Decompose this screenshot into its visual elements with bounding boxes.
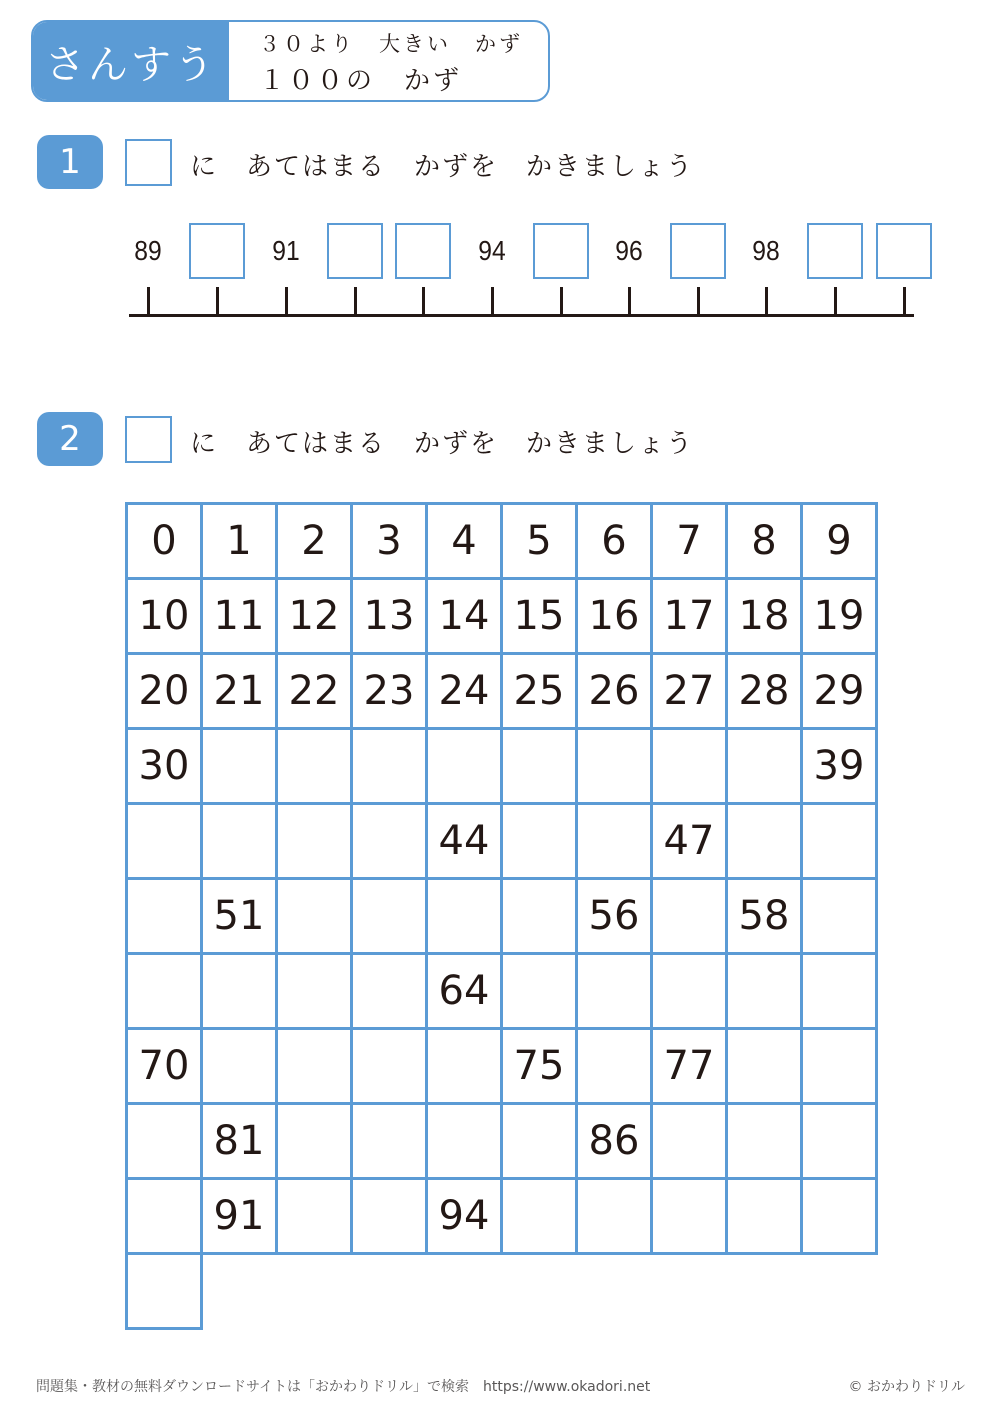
grid-answer-cell[interactable] [502,729,577,804]
grid-answer-cell[interactable] [577,1179,652,1254]
grid-empty-space [502,1254,577,1329]
grid-answer-cell[interactable] [427,879,502,954]
grid-answer-cell[interactable] [127,1104,202,1179]
grid-answer-cell[interactable] [502,879,577,954]
grid-answer-cell[interactable] [577,804,652,879]
footer-copyright: © おかわりドリル [848,1379,965,1395]
grid-number-cell: 86 [577,1104,652,1179]
grid-number-cell: 13 [352,579,427,654]
grid-answer-cell[interactable] [652,954,727,1029]
grid-answer-cell[interactable] [652,729,727,804]
grid-number-cell: 28 [727,654,802,729]
grid-number-cell: 18 [727,579,802,654]
grid-answer-cell[interactable] [202,954,277,1029]
grid-number-cell: 14 [427,579,502,654]
grid-number-cell: 11 [202,579,277,654]
grid-empty-space [577,1254,652,1329]
grid-answer-cell[interactable] [802,1029,877,1104]
grid-answer-cell[interactable] [427,1029,502,1104]
grid-answer-cell[interactable] [277,954,352,1029]
grid-empty-space [802,1254,877,1329]
grid-number-cell: 7 [652,504,727,579]
number-line-tick [834,287,837,315]
grid-number-cell: 16 [577,579,652,654]
grid-answer-cell[interactable] [802,879,877,954]
grid-row [127,654,877,729]
grid-number-cell: 9 [802,504,877,579]
number-line-tick [491,287,494,315]
grid-number-cell: 1 [202,504,277,579]
grid-number-cell: 77 [652,1029,727,1104]
grid-number-cell: 51 [202,879,277,954]
grid-answer-cell[interactable] [577,729,652,804]
grid-answer-cell[interactable] [802,1179,877,1254]
grid-answer-cell[interactable] [802,804,877,879]
grid-answer-cell[interactable] [352,954,427,1029]
grid-row [127,804,877,879]
number-line-answer-box[interactable] [876,223,932,279]
grid-number-cell: 94 [427,1179,502,1254]
grid-number-cell: 12 [277,579,352,654]
grid-empty-space [427,1254,502,1329]
grid-answer-cell[interactable] [202,804,277,879]
grid-answer-cell[interactable] [727,729,802,804]
grid-answer-cell[interactable] [577,954,652,1029]
number-line-label: 98 [752,235,780,266]
grid-number-cell: 5 [502,504,577,579]
number-line-tick [697,287,700,315]
grid-answer-cell[interactable] [352,1179,427,1254]
grid-answer-cell[interactable] [502,954,577,1029]
number-line-label: 91 [272,235,300,266]
grid-answer-cell[interactable] [727,1104,802,1179]
grid-row [127,1254,877,1329]
grid-answer-cell[interactable] [727,804,802,879]
grid-number-cell: 23 [352,654,427,729]
grid-answer-cell[interactable] [352,804,427,879]
grid-answer-cell[interactable] [652,1179,727,1254]
hundred-chart [125,502,878,1330]
grid-number-cell: 19 [802,579,877,654]
grid-answer-cell[interactable] [127,804,202,879]
subject-label: さんすう [33,22,229,100]
number-line-answer-box[interactable] [533,223,589,279]
grid-row [127,879,877,954]
number-line-answer-box[interactable] [327,223,383,279]
question-2-instruction: に あてはまる かずを かきましょう [190,429,695,459]
number-line-label: 94 [478,235,506,266]
grid-answer-cell[interactable] [352,729,427,804]
number-line-label: 96 [615,235,643,266]
grid-answer-cell[interactable] [652,879,727,954]
number-line-tick [628,287,631,315]
grid-number-cell: 15 [502,579,577,654]
number-line-base [129,314,914,317]
grid-number-cell: 10 [127,579,202,654]
grid-number-cell: 91 [202,1179,277,1254]
grid-answer-cell[interactable] [802,1104,877,1179]
grid-number-cell: 75 [502,1029,577,1104]
grid-empty-space [277,1254,352,1329]
grid-answer-cell[interactable] [427,729,502,804]
number-line-tick [903,287,906,315]
grid-answer-cell[interactable] [127,1179,202,1254]
number-line [0,0,1000,400]
grid-empty-space [202,1254,277,1329]
grid-number-cell: 3 [352,504,427,579]
grid-number-cell: 64 [427,954,502,1029]
grid-answer-cell[interactable] [127,879,202,954]
grid-answer-cell[interactable] [277,1029,352,1104]
grid-row [127,1179,877,1254]
question-1-instruction: に あてはまる かずを かきましょう [190,152,695,182]
grid-empty-space [352,1254,427,1329]
grid-number-cell: 20 [127,654,202,729]
grid-number-cell: 6 [577,504,652,579]
grid-number-cell: 30 [127,729,202,804]
grid-answer-cell[interactable] [502,1179,577,1254]
grid-number-cell: 25 [502,654,577,729]
grid-number-cell: 39 [802,729,877,804]
grid-number-cell: 26 [577,654,652,729]
question-2-answer-box-icon [125,416,172,463]
grid-number-cell: 4 [427,504,502,579]
grid-number-cell: 8 [727,504,802,579]
grid-row [127,504,877,579]
grid-number-cell: 29 [802,654,877,729]
grid-number-cell: 27 [652,654,727,729]
number-line-tick [216,287,219,315]
grid-answer-cell[interactable] [577,1029,652,1104]
number-line-tick [422,287,425,315]
grid-answer-cell[interactable] [127,954,202,1029]
grid-row [127,579,877,654]
number-line-tick [765,287,768,315]
topic-line-1: ３０より 大きい かず [259,32,523,56]
grid-number-cell: 22 [277,654,352,729]
topic-line-2: １００の かず [259,66,463,96]
grid-answer-cell[interactable] [277,804,352,879]
grid-answer-cell[interactable] [727,1179,802,1254]
grid-number-cell: 58 [727,879,802,954]
grid-answer-cell[interactable] [277,1179,352,1254]
number-line-answer-box[interactable] [395,223,451,279]
grid-number-cell: 21 [202,654,277,729]
grid-answer-cell[interactable] [427,1104,502,1179]
grid-answer-cell[interactable] [352,1104,427,1179]
grid-answer-cell[interactable] [277,1104,352,1179]
grid-empty-space [727,1254,802,1329]
grid-number-cell: 56 [577,879,652,954]
grid-answer-cell[interactable] [502,804,577,879]
grid-answer-cell[interactable] [352,1029,427,1104]
grid-answer-cell[interactable] [502,1104,577,1179]
number-line-answer-box[interactable] [670,223,726,279]
grid-answer-cell[interactable] [202,1029,277,1104]
grid-row [127,729,877,804]
grid-answer-cell[interactable] [202,729,277,804]
grid-answer-cell[interactable] [802,954,877,1029]
number-line-tick [285,287,288,315]
grid-answer-cell[interactable] [352,879,427,954]
grid-number-cell: 2 [277,504,352,579]
grid-answer-cell[interactable] [127,1254,202,1329]
number-line-answer-box[interactable] [807,223,863,279]
number-line-answer-box[interactable] [189,223,245,279]
question-2-badge: 2 [37,412,103,466]
grid-number-cell: 17 [652,579,727,654]
number-line-label: 89 [134,235,162,266]
number-line-tick [354,287,357,315]
grid-empty-space [652,1254,727,1329]
grid-number-cell: 70 [127,1029,202,1104]
question-1-badge: 1 [37,135,103,189]
grid-number-cell: 81 [202,1104,277,1179]
grid-answer-cell[interactable] [277,729,352,804]
grid-answer-cell[interactable] [652,1104,727,1179]
grid-number-cell: 0 [127,504,202,579]
number-line-tick [147,287,150,315]
grid-row [127,1029,877,1104]
grid-number-cell: 47 [652,804,727,879]
grid-answer-cell[interactable] [727,1029,802,1104]
footer-site-info: 問題集・教材の無料ダウンロードサイトは「おかわりドリル」で検索 https://www.okadori.net [36,1379,651,1395]
grid-number-cell: 24 [427,654,502,729]
grid-answer-cell[interactable] [727,954,802,1029]
grid-number-cell: 44 [427,804,502,879]
grid-row [127,1104,877,1179]
number-line-tick [560,287,563,315]
grid-row [127,954,877,1029]
grid-answer-cell[interactable] [277,879,352,954]
